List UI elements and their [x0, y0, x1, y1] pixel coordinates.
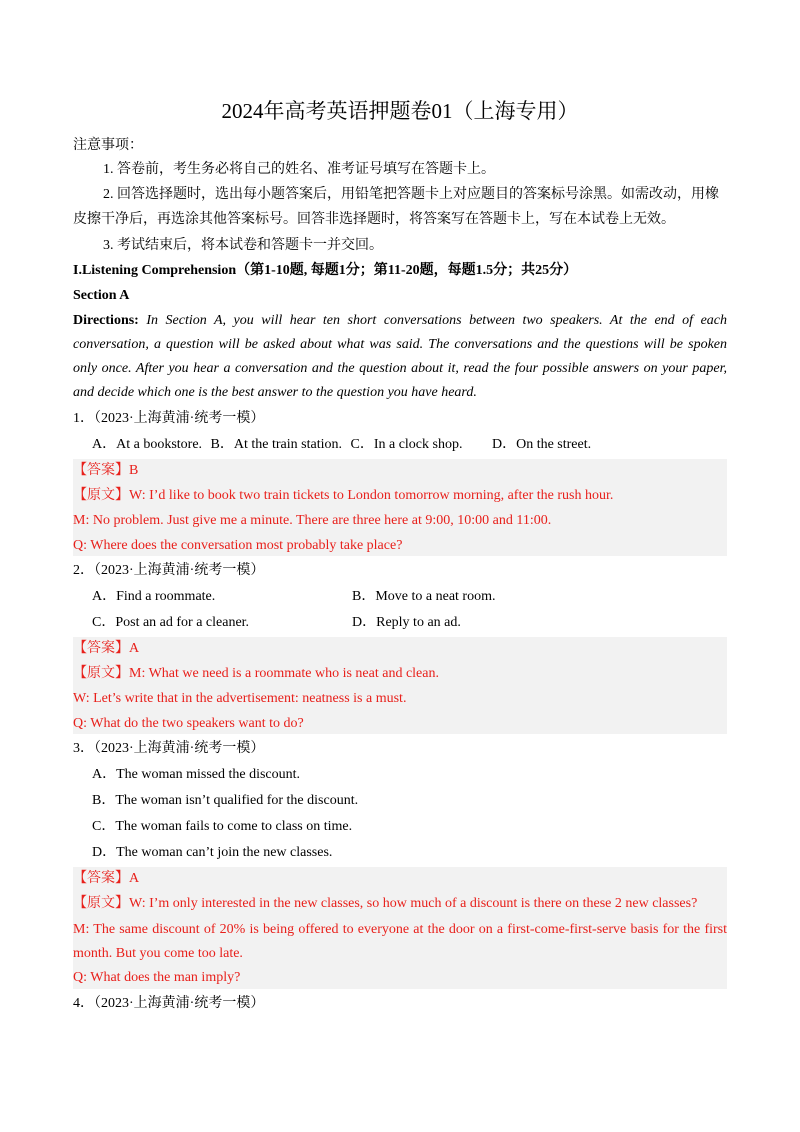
option-a: A．At a bookstore. [92, 437, 203, 452]
option-c: C．In a clock shop. [350, 437, 463, 452]
transcript-label: 【原文】 [73, 666, 129, 681]
section-a-heading: Section A [73, 288, 130, 303]
transcript-line [73, 486, 613, 506]
transcript-line: Q: What do the two speakers want to do? [73, 716, 304, 731]
transcript-text: W: I’d like to book two train tickets to London tomorrow morning, after the rush hour. [129, 488, 614, 503]
note-item: 1. 答卷前，考生务必将自己的姓名、准考证号填写在答题卡上。 [103, 162, 495, 177]
option-b: B．Move to a neat room. [352, 589, 496, 604]
option-b: B．The woman isn’t qualified for the discount. [92, 793, 359, 808]
option-b: B．At the train station. [210, 437, 342, 452]
notes-heading: 注意事项： [73, 138, 143, 153]
question-header: 3．（2023·上海黄浦·统考一模） [73, 741, 265, 756]
option-d: D．The woman can’t join the new classes. [92, 845, 333, 860]
answer-label: 【答案】A [73, 871, 140, 886]
transcript-text: W: I’m only interested in the new classes, so how much of a discount is there on these 2 new classes? [129, 896, 698, 911]
transcript-line: Q: Where does the conversation most probably take place? [73, 538, 403, 553]
transcript-line: Q: What does the man imply? [73, 970, 241, 985]
directions-text: In Section A, you will hear ten short conversations between two speakers. At the end of each [146, 313, 728, 328]
answer-label: 【答案】B [73, 463, 139, 478]
question-header: 2．（2023·上海黄浦·统考一模） [73, 563, 265, 578]
transcript-label: 【原文】 [73, 896, 129, 911]
question-header: 1．（2023·上海黄浦·统考一模） [73, 411, 265, 426]
option-a: A．The woman missed the discount. [92, 767, 301, 782]
transcript-line [73, 894, 697, 914]
directions-label: Directions: [73, 313, 139, 328]
directions-line: only once. After you hear a conversation and the question about it, read the four possible answers on your paper, [73, 361, 727, 376]
note-item: 2. 回答选择题时，选出每小题答案后，用铅笔把答题卡上对应题目的答案标号涂黑。如需改动，用橡 [103, 187, 719, 202]
answer-label: 【答案】A [73, 641, 140, 656]
options-row [92, 435, 591, 455]
option-c: C．The woman fails to come to class on time. [92, 819, 353, 834]
page-title: 2024年高考英语押题卷01（上海专用） [221, 99, 579, 123]
note-item: 3. 考试结束后，将本试卷和答题卡一并交回。 [103, 238, 383, 253]
transcript-line [73, 664, 439, 684]
option-d: D．On the street. [491, 437, 592, 452]
option-a: A．Find a roommate. [92, 589, 216, 604]
transcript-line: W: Let’s write that in the advertisement: neatness is a must. [73, 691, 407, 706]
transcript-line: M: The same discount of 20% is being offered to everyone at the door on a first-come-first-serve basis for the first [73, 922, 727, 937]
option-d: D．Reply to an ad. [352, 615, 461, 630]
directions-line: conversation, a question will be asked about what was said. The conversations and the questions will be spoken [73, 337, 727, 352]
directions-line [73, 311, 727, 331]
option-c: C．Post an ad for a cleaner. [92, 615, 250, 630]
transcript-text: M: What we need is a roommate who is neat and clean. [129, 666, 439, 681]
transcript-label: 【原文】 [73, 488, 129, 503]
question-header: 4．（2023·上海黄浦·统考一模） [73, 996, 265, 1011]
directions-line: and decide which one is the best answer to the question you have heard. [73, 385, 477, 400]
section-heading: I.Listening Comprehension（第1-10题, 每题1分；第11-20题，每题1.5分；共25分） [73, 263, 578, 278]
note-item: 皮擦干净后，再选涂其他答案标号。回答非选择题时，将答案写在答题卡上，写在本试卷上无效。 [73, 212, 675, 227]
transcript-line: month. But you come too late. [73, 946, 243, 961]
transcript-line: M: No problem. Just give me a minute. There are three here at 9:00, 10:00 and 11:00. [73, 513, 552, 528]
